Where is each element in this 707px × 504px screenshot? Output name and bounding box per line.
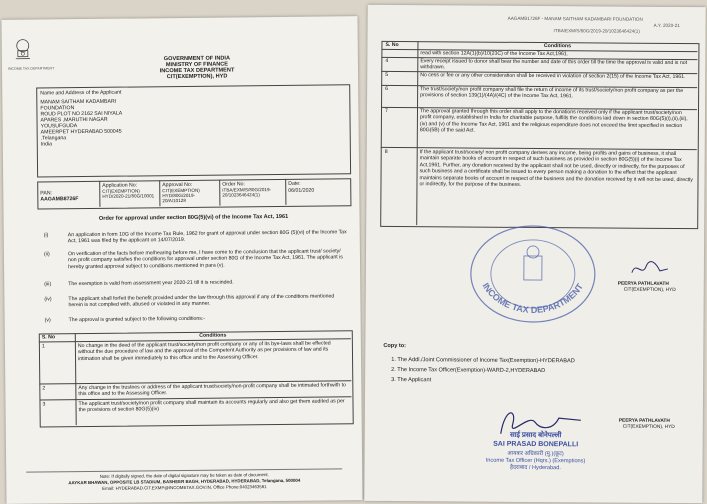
order-title: Order for approval under section 80G(5)(vi) of the Income Tax Act, 1961 (98, 213, 289, 222)
condition-text: read with section 12A(1)(b)/10(23C) of the Income Tax Act,1961. (420, 50, 569, 58)
condition-text: The approval granted through this order shall apply to the donations received only if the applicant trust/society/non profit company, established in India for charitable purpose, fulfills the conditions laid down in section 80G(5)(i),(ii),(iii),(iv) and (v) of the Income Tax Act, 1961 and the religious expenditure does not exceed the limit specified in section 80G(5B) of the said Act. (419, 108, 688, 134)
order-no-label: Order No: (222, 181, 246, 188)
para-number: (v) (44, 317, 51, 324)
stamp-title-hindi: आयकर अधिकारी (मु.)(छूट) (507, 450, 564, 458)
copy-item: 2. The Income Tax Officer(Exemption)-WARD-2,HYDERABAD (391, 366, 546, 375)
page-header-ref: ITBA/EXM/S/80G/2019-20/1023646424(1) (553, 28, 640, 34)
signatory-office: CIT(EXEMPTION), HYD (623, 287, 676, 293)
condition-text: The applicant trust/society/non profit company shall maintain its accounts regularly and also get them audited as per the provisions of section 80G(5)(iv) (78, 398, 345, 414)
condition-text: If the applicant trust/society/ non profit company derives any income, being profits and gains of business, it shall maintain separate books of account in respect of such business as provided in section 80G(5)(i) of the Income Tax Act,1961. Further, any donation received by the applicant shall not be used, directly or indirectly, for the purposes of such business and a certificate shall be issued to every person making a donation to the effect that the applicant maintains separate books of account in respect of the business and the donation received by it will not be used, directly or indirectly, for the purpose of the business. (419, 149, 693, 188)
condition-sno: 8 (384, 148, 388, 155)
stamp-place: हैदराबाद / Hyderabad. (510, 464, 561, 472)
emblem-caption: INCOME TAX DEPARTMENT (7, 66, 55, 71)
department-seal (457, 205, 608, 326)
order-no-value: ITBA/EXM/S/80G/2019-20/1023646424(1) (222, 187, 272, 198)
para-number: (ii) (43, 251, 50, 258)
ministry-heading: MINISTRY OF FINANCE (165, 61, 229, 69)
condition-sno: 7 (384, 107, 388, 114)
applicant-line: MANAM SAITHAM KADAMBARI (40, 98, 117, 106)
signatory-name: PEERYA PATHLAVATH (618, 418, 670, 424)
para-text: An application in form 10G of the Income Tax Rule, 1962 for grant of approval under section 80G (5)(vi) of the Income Tax Act, 1961 was filed by the applicant on 14/07/2019. (67, 229, 347, 245)
condition-text: Any change in the trustees or address of the applicant trust/society/non-profit company shall be intimated forthwith to this office and to the Assessing Officer. (78, 382, 346, 398)
date-label: Date: (288, 180, 301, 187)
signature-1 (630, 259, 670, 279)
signatory-office: CIT(EXEMPTION), HYD (622, 424, 675, 430)
table-header-conditions: Conditions (199, 332, 227, 339)
condition-text: The trust/society/non profit company shall file the return of income of its trust/society/non profit company as per the provisions of section 139(1)/(4A)/(4C) of the Income Tax Act, 1961. (420, 86, 684, 100)
para-text: The approval is granted subject to the following conditions:- (68, 315, 206, 324)
condition-sno: 5 (385, 71, 389, 78)
condition-text: No change in the deed of the applicant trust/society/non profit company or any of its bye-laws shall be effected without the due procedure of law and the approval of the Competent Authority as per provisions of law and its intimation shall be given immediately to this office and to the Assessing Officer. (77, 340, 331, 362)
svg-text:INCOME TAX DEPARTMENT (480, 281, 585, 316)
table-header-sno: S. No (385, 41, 399, 49)
approval-no-label: Approval No: (162, 181, 193, 189)
order-page-2 (364, 5, 705, 503)
footer-note: Note: If digitally signed, the date of digital signature may be taken as date of document. (99, 472, 269, 479)
para-number: (iii) (44, 281, 52, 288)
dept-heading: INCOME TAX DEPARTMENT (159, 67, 235, 75)
approval-no-value: CIT(EXEMPTION) HYD/80G/2019-20/A/10128 (162, 187, 200, 204)
stamp-title: Income Tax Officer (Hqrs.) (Exemptions) (485, 457, 586, 465)
seal-text: INCOME TAX DEPARTMENT (480, 281, 586, 315)
pan-label: PAN: (40, 190, 53, 197)
condition-sno: 2 (42, 385, 46, 392)
applicant-line: ROUD PLOT NO 2162 SAI NIYALA (40, 110, 123, 118)
copy-item: 1. The Addl./Joint Commissioner of Income Tax(Exemption)-HYDERABAD (391, 356, 575, 365)
para-text: The exemption is valid from assessment year 2020-21 till it is rescinded. (68, 279, 234, 288)
condition-sno: 6 (385, 85, 389, 92)
footer-contact: Email: HYDERABAD.CIT.EXMP@INCOMETAX.GOV.IN, Office Phone:04023463561 (102, 484, 267, 491)
condition-text: No cess or fee or any other consideration shall be received in violation of section 2(15) of the Income Tax Act, 1961. (420, 72, 686, 81)
applicant-line: AMEERPET HYDERABAD 500045 (40, 128, 122, 136)
applicant-line: India (40, 141, 53, 148)
applicant-line: FOUNDATION (40, 105, 75, 112)
copy-item: 3. The Applicant (391, 376, 432, 384)
condition-text: Every receipt issued to donor shall bear the number and date of this order till the time the approval is valid and is not withdrawn. (420, 58, 688, 71)
applicant-label: Name and Address of the Applicant (40, 89, 122, 97)
applicant-line: APARES ,MARUTHI NAGAR (40, 116, 108, 124)
condition-sno: 1 (41, 343, 45, 350)
pan-value: AAGAMB8726F (40, 196, 79, 203)
signatory-name: PEERYA PATHLAVATH (617, 281, 669, 287)
stamp-name: SAI PRASAD BONEPALLI (493, 440, 579, 449)
application-no-label: Application No: (102, 182, 138, 189)
table-header-sno: S. No (41, 334, 56, 341)
copy-to-label: Copy to: (383, 342, 407, 350)
page-header-ay: A.Y. 2020-21 (653, 22, 680, 29)
condition-sno: 4 (385, 57, 389, 64)
date-value: 06/01/2020 (288, 187, 315, 194)
order-page-1 (1, 16, 362, 504)
gov-heading: GOVERNMENT OF INDIA (163, 55, 231, 63)
applicant-line: .Telangana (40, 135, 67, 142)
condition-sno: 3 (42, 401, 46, 408)
para-text: The applicant shall forfeit the benefit provided under the law through this approval if any of the conditions mentioned herein is not complied with, abused or violated in any manner. (68, 293, 335, 309)
para-number: (i) (43, 232, 49, 239)
para-text: On verification of the facts before me/hearing before me, I have come to the conclusion that the applicant trust/ society/ non profit company satisfies the conditions for approval under section 80G of the Income Tax Act, 1961. The applicant is hereby granted approval subject to conditions mentioned in para (v). (67, 248, 343, 271)
table-header-conditions: Conditions (543, 43, 572, 50)
footer-address: AAYKAR BHAWAN, OPPOSITE LB STADIUM, BASHEER BAGH, HYDERABAD, HYDERABAD, Telangana, 500004 (68, 477, 301, 486)
stamp-name-hindi: साई प्रसाद बोनेपल्ली (509, 431, 562, 440)
page-header: AAGAMB1726F - MANAM SAITHAM KADAMBARI FOUNDATION (507, 15, 643, 22)
applicant-line: YOUSUFGUDA (40, 123, 78, 130)
application-no-value: CIT(EXEMPTION) HYD/2020-21/80G/10001 (102, 188, 155, 200)
para-number: (iv) (44, 296, 52, 303)
national-emblem-icon (12, 38, 34, 64)
office-heading: CIT(EXEMPTION), HYD (166, 73, 228, 81)
